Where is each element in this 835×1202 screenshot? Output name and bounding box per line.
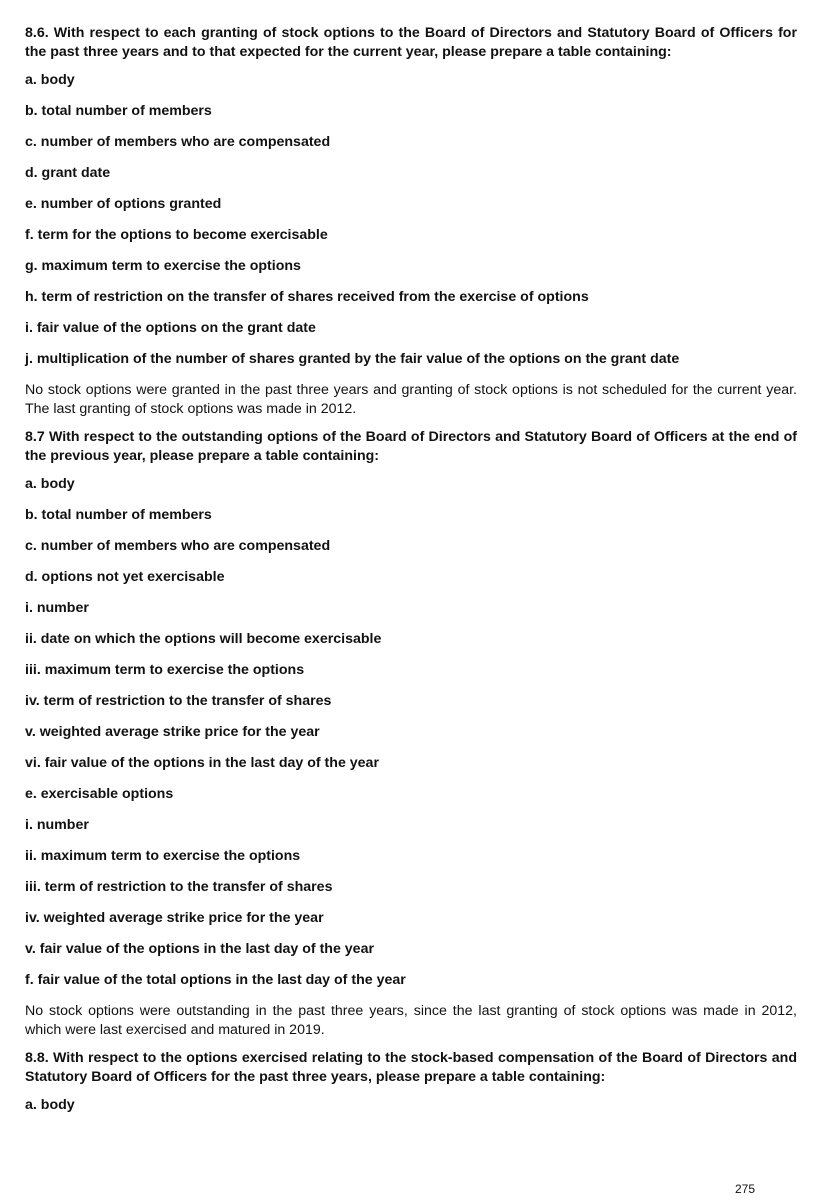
section-8-8 (25, 1049, 797, 1115)
section-8-7 (25, 428, 797, 1040)
list-item: e. number of options granted (25, 196, 222, 212)
list-item: a. body (25, 1097, 75, 1113)
list-item: a. body (25, 72, 75, 88)
list-item: ii. maximum term to exercise the options (25, 848, 301, 864)
list-item: iv. weighted average strike price for the year (25, 910, 324, 926)
list-item: e. exercisable options (25, 786, 174, 802)
document-page (25, 24, 797, 1127)
answer-paragraph: No stock options were outstanding in the past three years, since the last granting of stock options was made in 2012, which were last exercised and matured in 2019. (25, 1003, 797, 1038)
section-8-6 (25, 24, 797, 419)
list-item: a. body (25, 476, 75, 492)
list-item: b. total number of members (25, 103, 212, 119)
list-item: i. number (25, 600, 89, 616)
list-item: i. number (25, 817, 89, 833)
list-item: v. weighted average strike price for the year (25, 724, 320, 740)
list-item: v. fair value of the options in the last day of the year (25, 941, 374, 957)
list-item: h. term of restriction on the transfer of shares received from the exercise of options (25, 289, 589, 305)
list-item: ii. date on which the options will become exercisable (25, 631, 382, 647)
section-heading: 8.7 With respect to the outstanding options of the Board of Directors and Statutory Board of Officers at the end of the previous year, please prepare a table containing: (25, 429, 797, 464)
list-item: iii. maximum term to exercise the options (25, 662, 305, 678)
list-item: b. total number of members (25, 507, 212, 523)
list-item: j. multiplication of the number of shares granted by the fair value of the options on the grant date (25, 351, 680, 367)
page-number: 275 (735, 1182, 756, 1196)
list-item: vi. fair value of the options in the last day of the year (25, 755, 379, 771)
list-item: iv. term of restriction to the transfer of shares (25, 693, 332, 709)
section-heading: 8.8. With respect to the options exercised relating to the stock-based compensation of the Board of Directors and Statutory Board of Officers for the past three years, please prepare a table containing: (25, 1050, 797, 1085)
section-heading: 8.6. With respect to each granting of stock options to the Board of Directors and Statutory Board of Officers for the past three years and to that expected for the current year, please prepare a table containing: (25, 25, 797, 60)
list-item: f. term for the options to become exercisable (25, 227, 328, 243)
list-item: c. number of members who are compensated (25, 538, 331, 554)
list-item: g. maximum term to exercise the options (25, 258, 301, 274)
answer-paragraph: No stock options were granted in the past three years and granting of stock options is not scheduled for the current year. The last granting of stock options was made in 2012. (25, 382, 797, 417)
list-item: d. grant date (25, 165, 111, 181)
list-item: iii. term of restriction to the transfer of shares (25, 879, 333, 895)
list-item: f. fair value of the total options in the last day of the year (25, 972, 406, 988)
list-item: c. number of members who are compensated (25, 134, 331, 150)
list-item: i. fair value of the options on the grant date (25, 320, 316, 336)
list-item: d. options not yet exercisable (25, 569, 225, 585)
